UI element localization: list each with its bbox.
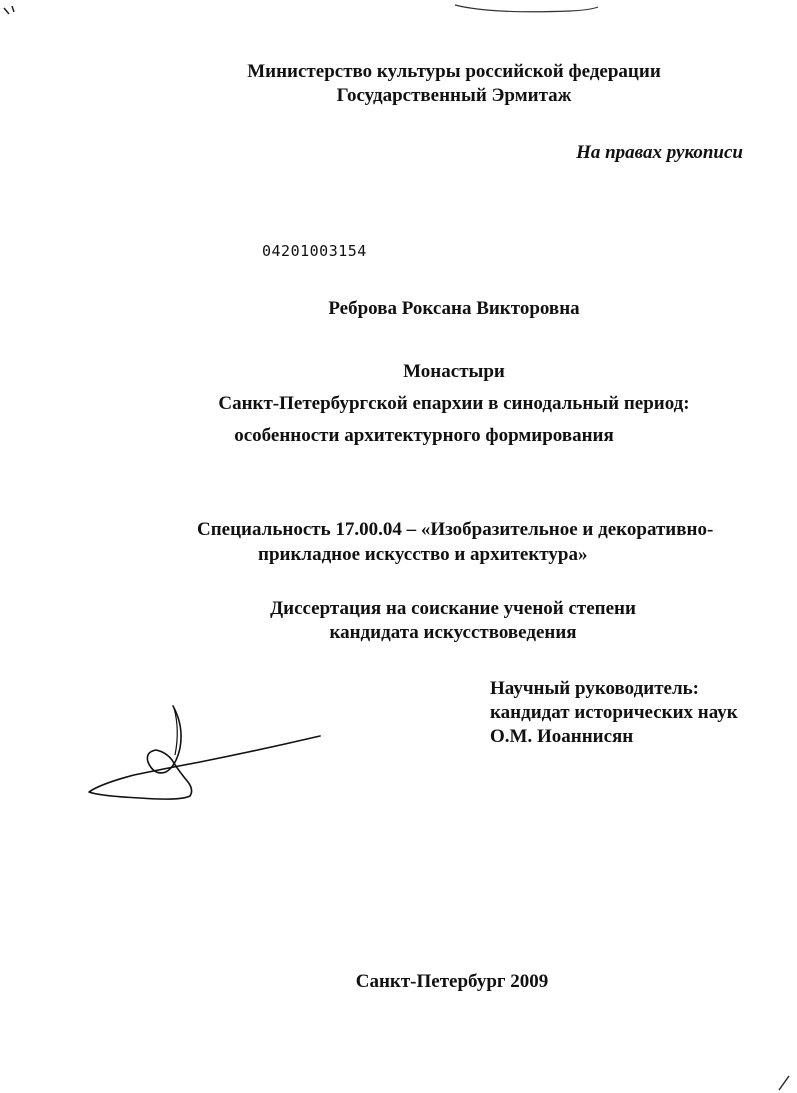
- author-name: Реброва Роксана Викторовна: [328, 298, 580, 319]
- title-line-1: Монастыри: [403, 361, 505, 382]
- supervisor-label: Научный руководитель:: [490, 678, 699, 699]
- rights-note: На правах рукописи: [576, 142, 743, 163]
- scan-artifact-bottom-right: [775, 1072, 797, 1093]
- degree-line-2: кандидата искусствоведения: [329, 622, 577, 643]
- institution-heading: Государственный Эрмитаж: [336, 85, 572, 106]
- specialty-line-1: Специальность 17.00.04 – «Изобразительное и декоративно-: [197, 519, 714, 540]
- place-and-year: Санкт-Петербург 2009: [355, 971, 549, 992]
- title-line-3: особенности архитектурного формирования: [234, 425, 614, 446]
- archive-number-stamp: 04201003154: [262, 242, 367, 260]
- title-line-2: Санкт-Петербургской епархии в синодальный период:: [218, 393, 690, 414]
- supervisor-signature: [80, 700, 330, 810]
- ministry-heading: Министерство культуры российской федерации: [247, 61, 661, 82]
- specialty-line-2: прикладное искусство и архитектура»: [258, 544, 588, 565]
- scan-artifact-top-line: [450, 0, 610, 20]
- supervisor-name: О.М. Иоаннисян: [490, 726, 634, 747]
- degree-line-1: Диссертация на соискание ученой степени: [270, 598, 636, 619]
- scan-artifact-top-left: [0, 0, 30, 30]
- supervisor-rank: кандидат исторических наук: [490, 702, 738, 723]
